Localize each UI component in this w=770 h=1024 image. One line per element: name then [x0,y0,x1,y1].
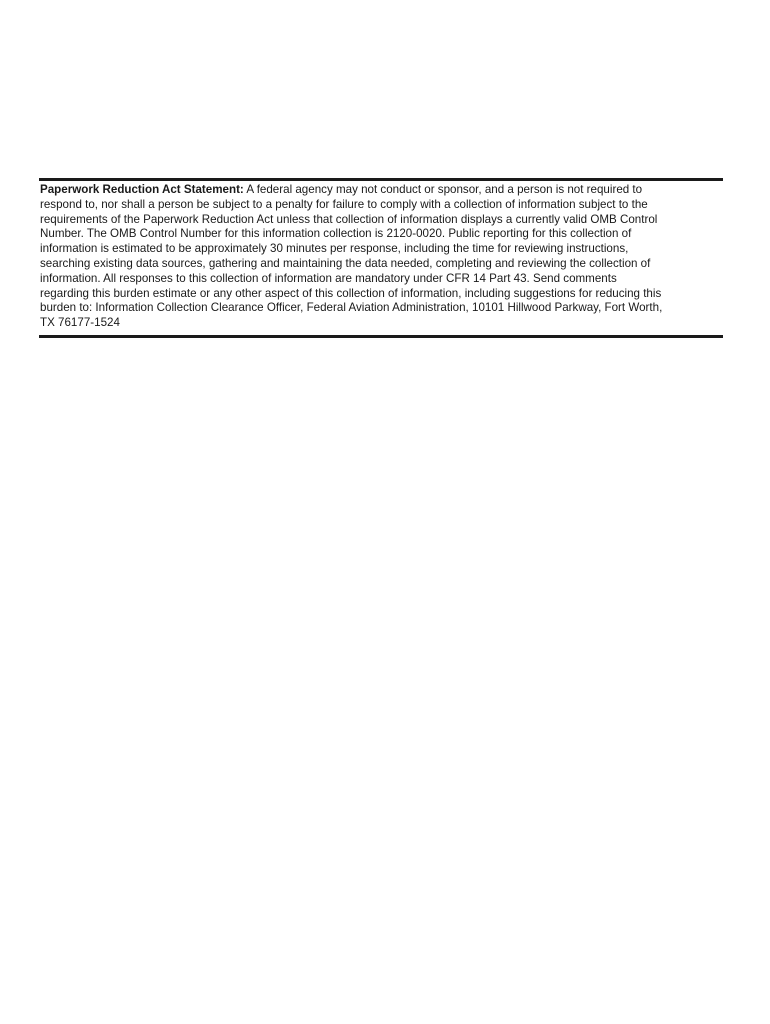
bottom-rule [39,335,723,338]
statement-line-8: regarding this burden estimate or any other aspect of this collection of information, including suggestions for reducing this [40,286,662,300]
statement-line-2: respond to, nor shall a person be subject to a penalty for failure to comply with a collection of information subject to the [40,197,648,211]
statement-line-1-text: A federal agency may not conduct or sponsor, and a person is not required to [243,183,643,196]
statement-heading: Paperwork Reduction Act Statement: [40,183,244,196]
statement-line-9: burden to: Information Collection Clearance Officer, Federal Aviation Administration, 10101 Hillwood Parkway, Fort Worth, [40,301,663,315]
statement-paragraph [39,181,723,334]
statement-line-4: Number. The OMB Control Number for this information collection is 2120-0020. Public reporting for this collection of [40,227,632,241]
statement-line-3: requirements of the Paperwork Reduction Act unless that collection of information displays a currently valid OMB Control [40,212,658,226]
statement-line-5: information is estimated to be approximately 30 minutes per response, including the time for reviewing instructions, [40,242,629,256]
statement-line-10: TX 76177-1524 [40,316,120,330]
paperwork-reduction-act-statement [39,178,723,338]
statement-line-6: searching existing data sources, gathering and maintaining the data needed, completing and reviewing the collection of [40,256,651,270]
statement-line-7: information. All responses to this collection of information are mandatory under CFR 14 Part 43. Send comments [40,271,617,285]
statement-line-1 [40,183,723,198]
